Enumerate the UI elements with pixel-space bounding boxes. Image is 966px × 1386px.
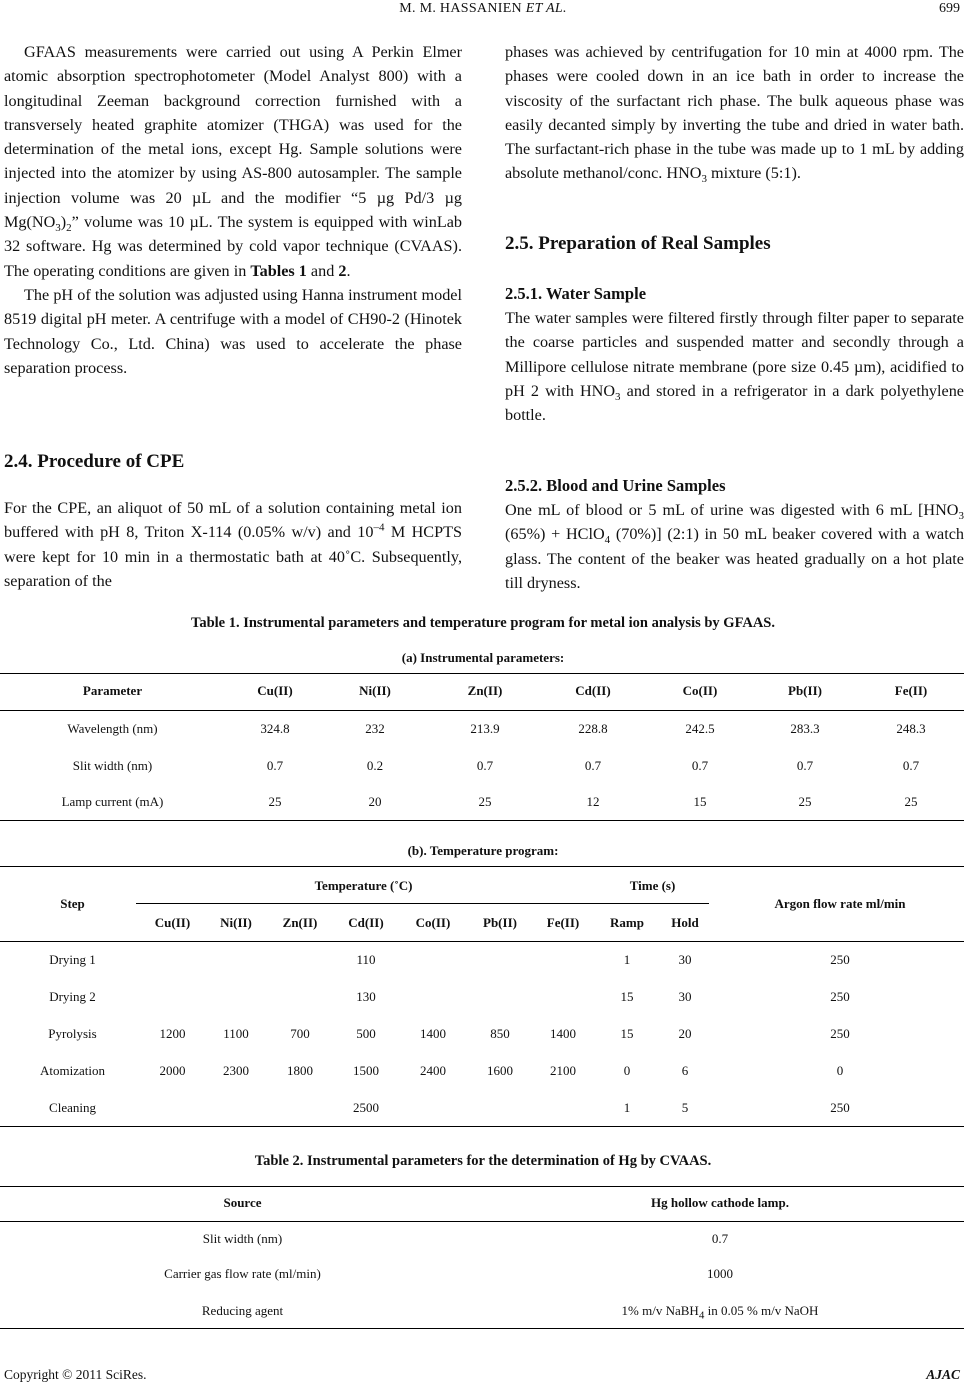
- table-rule: [0, 1186, 964, 1187]
- page-number: 699: [939, 1, 960, 16]
- t1b-sub-co: Co(II): [415, 915, 451, 930]
- t1b-sub-cd: Cd(II): [348, 915, 384, 930]
- paragraph-gfaas: GFAAS measurements were carried out using A Perkin Elmer atomic absorption spectrophotometer (Model Analyst 800) with a longitudinal Zeeman background correction furnished with a transversely heated graphite atomizer (THGA) was used for the determination of the metal ions, except Hg. Sample solutions were injected into the atomizer by using AS-800 autosampler. The sample injection volume was 20 µL and the modifier “5 µg Pd/3 µg $Mg(NO_3)_2$” volume was 10 µL. The system is equipped with winLab 32 software. Hg was determined by cold vapor technique (CVAAS). The operating conditions are given in Tables 1 and 2.: [4, 43, 462, 280]
- table-cell: 15: [693, 794, 707, 809]
- t1b-sub-zn: Zn(II): [282, 915, 318, 930]
- table-cell: 1: [623, 1100, 631, 1115]
- t2-header-source: Source: [223, 1195, 262, 1210]
- table1-subcaption-b: (b). Temperature program:: [407, 843, 559, 858]
- t1b-sub-fe: Fe(II): [546, 915, 580, 930]
- t1a-header-parameter: Parameter: [82, 683, 143, 698]
- table-cell: 324.8: [260, 721, 290, 736]
- table1-caption: Table 1. Instrumental parameters and temperature program for metal ion analysis by GFAAS.: [190, 615, 775, 631]
- table-cell: 2500: [353, 1100, 379, 1115]
- table-cell: Cleaning: [49, 1100, 96, 1115]
- paragraph-ph: The pH of the solution was adjusted using Hanna instrument model 8519 digital pH meter. A centrifuge with a model of CH90-2 (Hinotek Technology Co., Ltd. China) was used to accelerate the phase separation process.: [4, 285, 462, 377]
- journal-name: AJAC: [926, 1367, 960, 1382]
- table-cell: 0.7: [266, 758, 284, 773]
- table-cell: 20: [678, 1026, 692, 1041]
- table-cell: 250: [830, 1026, 850, 1041]
- table-cell: 700: [290, 1026, 310, 1041]
- table-cell: 30: [678, 952, 692, 967]
- table-cell: Atomization: [40, 1063, 105, 1078]
- table-cell: 0: [623, 1063, 631, 1078]
- t1b-header-time: Time (s): [629, 878, 676, 893]
- running-title: M. M. HASSANIEN ET AL.: [399, 1, 567, 16]
- t1a-header-cu: Cu(II): [257, 683, 293, 698]
- table-ref-2: 2: [338, 261, 347, 280]
- table-cell: Drying 1: [49, 952, 96, 967]
- table-cell: 15: [620, 989, 634, 1004]
- t1b-sub-ramp: Ramp: [610, 915, 644, 930]
- section-heading-2-5: 2.5. Preparation of Real Samples: [505, 233, 771, 254]
- table-rule: [0, 1221, 964, 1222]
- table-cell: 0.7: [902, 758, 920, 773]
- table-rule: [0, 1328, 964, 1329]
- table-cell: 1: [623, 952, 631, 967]
- t1b-sub-cu: Cu(II): [154, 915, 191, 930]
- table-cell: 1600: [487, 1063, 513, 1078]
- table-rule: [0, 673, 964, 674]
- paragraph-cpe: For the CPE, an aliquot of 50 mL of a solution containing metal ion buffered with pH 8, Triton X-114 (0.05% w/v) and $10^{-4}$ M HCPTS were kept for 10 min in a thermostatic bath at 40˚C. Subsequently, separation of the: [4, 499, 462, 590]
- table-cell: 25: [904, 794, 918, 809]
- t1a-header-pb: Pb(II): [788, 683, 822, 698]
- table-cell: 2100: [550, 1063, 576, 1078]
- table-cell: Carrier gas flow rate (ml/min): [164, 1266, 321, 1281]
- table-cell: 1400: [420, 1026, 446, 1041]
- table-cell: Wavelength (nm): [67, 721, 158, 736]
- t1b-sub-pb: Pb(II): [483, 915, 517, 930]
- t1a-header-cd: Cd(II): [575, 683, 611, 698]
- table-cell: 0.7: [711, 1231, 729, 1246]
- table-cell: 250: [830, 989, 850, 1004]
- table-cell: Reducing agent: [201, 1303, 284, 1318]
- table-cell: 1400: [550, 1026, 576, 1041]
- table-cell: 25: [798, 794, 812, 809]
- t1a-header-fe: Fe(II): [894, 683, 928, 698]
- table-cell: Pyrolysis: [48, 1026, 97, 1041]
- table-cell: 283.3: [790, 721, 820, 736]
- paragraph-blood: One mL of blood or 5 mL of urine was digested with 6 mL [$HNO_3$ (65%) + HClO$_4$ (70%)] (2:1) in 50 mL beaker covered with a watch glass. The content of the beaker was heated gradually on a hot plate till dryness.: [505, 501, 964, 592]
- table-subheader-rule: [136, 903, 709, 904]
- t1b-sub-hold: Hold: [671, 915, 699, 930]
- paragraph-water: The water samples were filtered firstly through filter paper to separate the coarse particles and suspended matter and secondly through a Millipore cellulose nitrate membrane (pore size 0.45 µm), acidified to pH 2 with $HNO_3$ and stored in a refrigerator in a dark polyethylene bottle.: [505, 309, 964, 425]
- table-cell: 0.7: [584, 758, 602, 773]
- table-cell: 250: [830, 952, 850, 967]
- table-cell: Slit width (nm): [72, 758, 153, 773]
- subsection-heading-2-5-2: 2.5.2. Blood and Urine Samples: [505, 476, 726, 495]
- table-rule: [0, 866, 964, 867]
- t1a-header-zn: Zn(II): [467, 683, 503, 698]
- table-cell: Slit width (nm): [202, 1231, 283, 1246]
- table-cell: 1% m/v NaBH$_4$ in 0.05 % m/v NaOH: [621, 1303, 819, 1322]
- table-cell: 5: [681, 1100, 689, 1115]
- table-cell: 228.8: [578, 721, 608, 736]
- table-cell: 250: [830, 1100, 850, 1115]
- table-cell: 2300: [223, 1063, 249, 1078]
- table-cell: 0.7: [691, 758, 709, 773]
- table-cell: 213.9: [470, 721, 500, 736]
- table-cell: 20: [368, 794, 382, 809]
- table-cell: 500: [356, 1026, 376, 1041]
- table-cell: 0.2: [366, 758, 384, 773]
- table-cell: 30: [678, 989, 692, 1004]
- table1-subcaption-a: (a) Instrumental parameters:: [401, 650, 565, 665]
- table-cell: Drying 2: [49, 989, 96, 1004]
- table-cell: 850: [490, 1026, 510, 1041]
- table-cell: 0.7: [476, 758, 494, 773]
- table-cell: Lamp current (mA): [61, 794, 164, 809]
- table-cell: 6: [681, 1063, 689, 1078]
- table-cell: 15: [620, 1026, 634, 1041]
- table-cell: 1500: [353, 1063, 379, 1078]
- t1b-header-temperature: Temperature (˚C): [314, 878, 413, 893]
- t1b-sub-ni: Ni(II): [220, 915, 252, 930]
- copyright-notice: Copyright © 2011 SciRes.: [4, 1367, 147, 1382]
- right-column: [505, 40, 964, 186]
- table-cell: 25: [268, 794, 282, 809]
- table-cell: 0.7: [796, 758, 814, 773]
- table-cell: 2000: [159, 1063, 186, 1078]
- t1b-header-argon: Argon flow rate ml/min: [774, 896, 906, 911]
- t1a-header-ni: Ni(II): [359, 683, 391, 698]
- table-rule: [0, 1126, 964, 1127]
- subsection-heading-2-5-1: 2.5.1. Water Sample: [505, 284, 647, 303]
- t2-header-lamp: Hg hollow cathode lamp.: [651, 1195, 789, 1210]
- table-cell: 110: [356, 952, 376, 967]
- table-cell: 242.5: [685, 721, 715, 736]
- left-column: [4, 40, 462, 380]
- table-rule: [0, 710, 964, 711]
- table-ref-1: Tables 1: [250, 261, 307, 280]
- paragraph-phases: phases was achieved by centrifugation for 10 min at 4000 rpm. The phases were cooled down in an ice bath in order to increase the viscosity of the surfactant rich phase. The bulk aqueous phase was easily decanted simply by inverting the tube and dried in water bath. The surfactant-rich phase in the tube was made up to 1 mL by adding absolute methanol/conc. $HNO_3$ mixture (5:1).: [505, 43, 964, 186]
- t1a-header-co: Co(II): [682, 683, 718, 698]
- table-cell: 1100: [223, 1026, 249, 1041]
- table-cell: 12: [586, 794, 600, 809]
- table-cell: 1200: [159, 1026, 186, 1041]
- table2-caption: Table 2. Instrumental parameters for the determination of Hg by CVAAS.: [254, 1153, 712, 1169]
- table-cell: 1000: [707, 1266, 733, 1281]
- table-cell: 0: [836, 1063, 844, 1078]
- t1b-header-step: Step: [60, 896, 85, 911]
- running-header: [0, 0, 966, 22]
- section-heading-2-4: 2.4. Procedure of CPE: [4, 451, 185, 472]
- table-cell: 248.3: [896, 721, 926, 736]
- table-cell: 130: [356, 989, 376, 1004]
- table-cell: 25: [478, 794, 492, 809]
- table-cell: 2400: [420, 1063, 446, 1078]
- table-rule: [0, 941, 964, 942]
- table-rule: [0, 820, 964, 821]
- table-cell: 1800: [287, 1063, 313, 1078]
- table-cell: 232: [365, 721, 385, 736]
